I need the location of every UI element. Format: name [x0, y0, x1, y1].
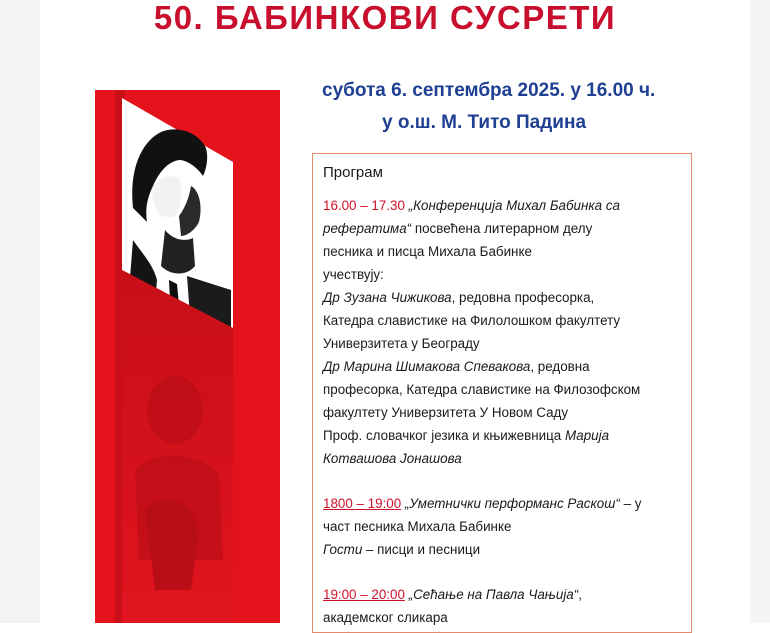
program-box	[312, 153, 692, 633]
program-event-title: „Сећање на Павла Чањија“	[408, 587, 579, 602]
program-event-title: „Уметнички перформанс Раскош“	[404, 496, 620, 511]
participant-name: Котвашова Јонашова	[323, 451, 462, 466]
page-left-margin	[0, 0, 40, 623]
program-time: 16.00 – 17.30	[323, 198, 405, 213]
program-text: песника и писца Михала Бабинке	[323, 244, 532, 259]
program-text: Универзитета у Београду	[323, 336, 480, 351]
program-event-title: „Конференција Михал Бабинка са	[408, 198, 620, 213]
participant-name: Марија	[564, 428, 610, 443]
program-time: 1800 – 19:00	[323, 496, 402, 511]
participant-name: Др Марина Шимакова Спевакова	[323, 359, 531, 374]
participant-role: , редовна професорка,	[451, 290, 595, 305]
page-right-margin	[750, 0, 770, 623]
poster-artwork	[95, 90, 280, 623]
spacer	[323, 470, 691, 492]
program-guests	[323, 538, 691, 561]
program-item-2-line-1	[323, 492, 691, 515]
participant-name: Др Зузана Чижикова	[323, 290, 452, 305]
program-text: ,	[578, 587, 582, 602]
guests-label: Гости	[323, 542, 363, 557]
participant-1	[323, 286, 691, 309]
program-item-3-line-1	[323, 583, 691, 606]
guests-text: – писци и песници	[362, 542, 481, 557]
spacer	[323, 561, 691, 583]
program-text: факултету Универзитета У Новом Саду	[323, 405, 569, 420]
poster-title: 50. БАБИНКОВИ СУСРЕТИ	[153, 0, 617, 36]
participant-2	[323, 355, 691, 378]
program-text: – у	[619, 496, 642, 511]
program-text: академског сликара	[323, 610, 448, 625]
program-item-1-line-2	[323, 217, 691, 240]
participant-role: , редовна	[530, 359, 590, 374]
participant-role: Проф. словачког језика и књижевница	[323, 428, 565, 443]
program-text: посвећена литерарном делу	[411, 221, 593, 236]
program-item-1-line-1	[323, 194, 691, 217]
program-text: част песника Михала Бабинке	[323, 519, 512, 534]
program-time: 19:00 – 20:00	[323, 587, 405, 602]
participant-3	[323, 424, 691, 447]
program-text: учествују:	[323, 267, 384, 282]
program-heading: Програм	[323, 164, 383, 181]
event-date: субота 6. септембра 2025. у 16.00 ч.	[322, 80, 656, 101]
program-event-title: рефератима“	[323, 221, 412, 236]
program-text: Катедра славистике на Филолошком факултету	[323, 313, 621, 328]
event-venue: у о.ш. М. Тито Падина	[382, 112, 587, 133]
program-text: професорка, Катедра славистике на Филозофском	[323, 382, 641, 397]
